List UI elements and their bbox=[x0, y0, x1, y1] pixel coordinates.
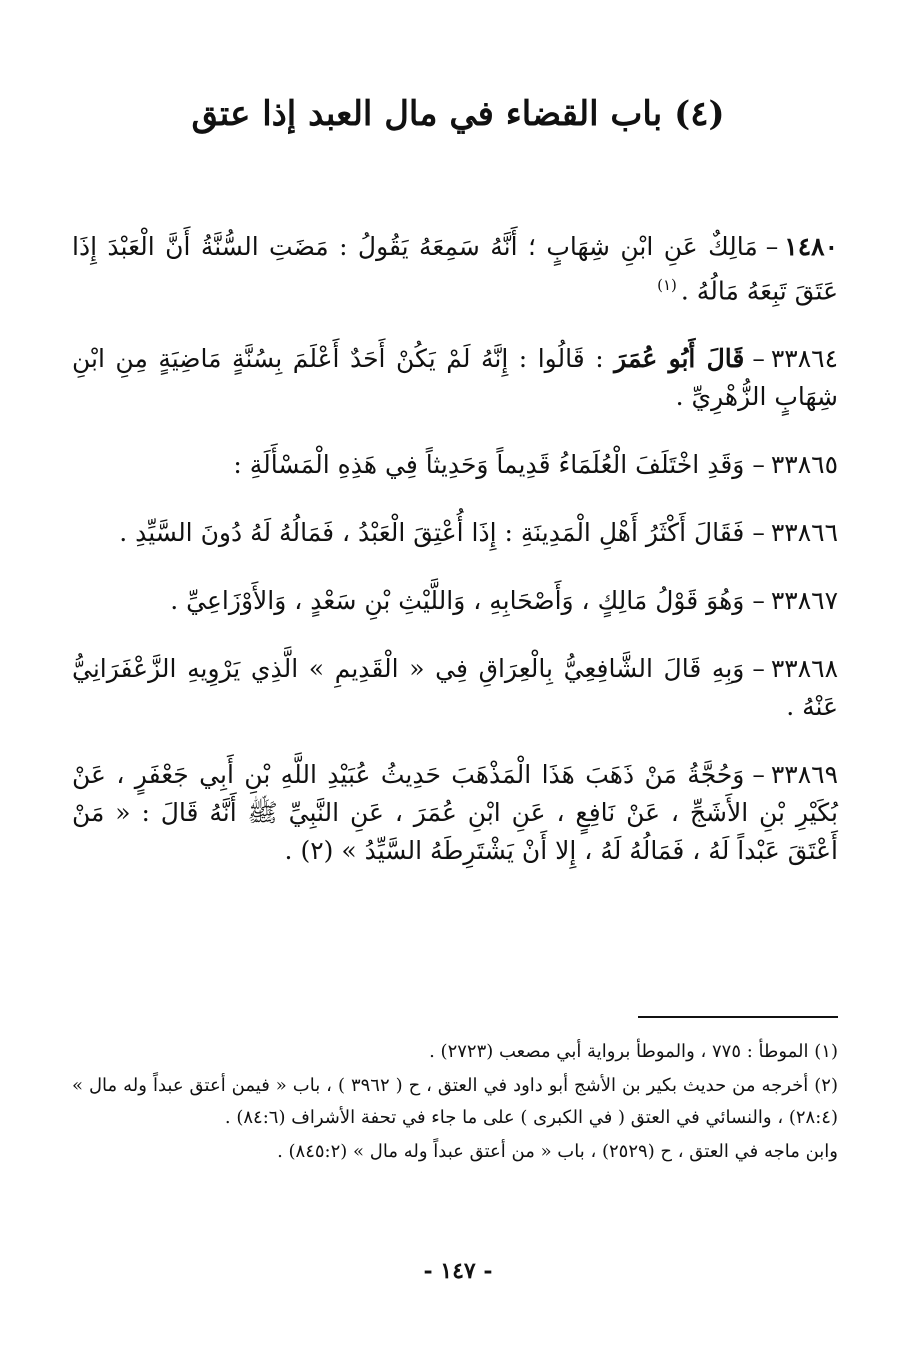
paragraph-text: فَقَالَ أَكْثَرُ أَهْلِ الْمَدِينَةِ : إِذَا أُعْتِقَ الْعَبْدُ ، فَمَالُهُ لَهُ دُونَ السَّيِّدِ . bbox=[119, 518, 745, 548]
dash: – bbox=[752, 450, 765, 480]
paragraph-number: ٣٣٨٦٦ bbox=[770, 518, 838, 548]
paragraph-33865 bbox=[72, 446, 838, 484]
dash: – bbox=[752, 344, 765, 374]
dash: – bbox=[752, 518, 765, 548]
dash: – bbox=[765, 232, 779, 261]
footnote-1: (١) الموطأ : ٧٧٥ ، والموطأ برواية أبي مصعب (٢٧٢٣) . bbox=[429, 1041, 838, 1062]
hadith-number: ١٤٨٠ bbox=[784, 232, 838, 261]
paragraph-33869 bbox=[72, 756, 838, 870]
dash: – bbox=[752, 760, 765, 790]
main-text bbox=[72, 228, 838, 900]
paragraph-number: ٣٣٨٦٤ bbox=[770, 344, 838, 374]
paragraph-number: ٣٣٨٦٥ bbox=[770, 450, 838, 480]
footnote-divider bbox=[638, 1016, 838, 1018]
paragraph-number: ٣٣٨٦٨ bbox=[770, 654, 838, 684]
footnote-2: (٢) أخرجه من حديث بكير بن الأشج أبو داود في العتق ، ح ( ٣٩٦٢ ) ، باب « فيمن أعتق عبداً وله مال » (٢٨:٤) ، والنسائي في العتق ( في الكبرى ) على ما جاء في تحفة الأشراف (٨٤:٦) . bbox=[72, 1075, 838, 1128]
page-number: - ١٤٧ - bbox=[423, 1258, 493, 1284]
footnote-2-continued: وابن ماجه في العتق ، ح (٢٥٢٩) ، باب « من أعتق عبداً وله مال » (٨٤٥:٢) . bbox=[277, 1141, 838, 1162]
paragraph-text: وَبِهِ قَالَ الشَّافِعِيُّ بِالْعِرَاقِ فِي « الْقَدِيمِ » الَّذِي يَرْوِيهِ الزَّعْفَرَانِيُّ عَنْهُ . bbox=[72, 654, 838, 722]
footnote-reference: (١) bbox=[657, 276, 677, 294]
hadith-text: مَالِكٌ عَنِ ابْنِ شِهَابٍ ؛ أَنَّهُ سَمِعَهُ يَقُولُ : مَضَتِ السُّنَّةُ أَنَّ الْعَبْدَ إِذَا عَتَقَ تَبِعَهُ مَالُهُ . bbox=[72, 232, 838, 306]
paragraph-text: وَهُوَ قَوْلُ مَالِكٍ ، وَأَصْحَابِهِ ، وَاللَّيْثِ بْنِ سَعْدٍ ، وَالأَوْزَاعِيِّ . bbox=[170, 586, 745, 616]
paragraph-33867 bbox=[72, 582, 838, 620]
hadith-paragraph bbox=[72, 228, 838, 310]
dash: – bbox=[752, 654, 765, 684]
paragraph-33866 bbox=[72, 514, 838, 552]
paragraph-33868 bbox=[72, 650, 838, 726]
paragraph-number: ٣٣٨٦٩ bbox=[770, 760, 838, 790]
paragraph-number: ٣٣٨٦٧ bbox=[770, 586, 838, 616]
paragraph-text: وَحُجَّةُ مَنْ ذَهَبَ هَذَا الْمَذْهَبَ حَدِيثُ عُبَيْدِ اللَّهِ بْنِ أَبِي جَعْفَرٍ ، عَنْ بُكَيْرِ بْنِ الأَشَجِّ ، عَنْ نَافِعٍ ، عَنِ ابْنِ عُمَرَ ، عَنِ النَّبِيِّ ﷺ أَنَّهُ قَالَ : « مَنْ أَعْتَقَ عَبْداً لَهُ ، فَمَالُهُ لَهُ ، إِلا أَنْ يَشْتَرِطَهُ السَّيِّدُ » (٢) . bbox=[72, 760, 838, 866]
paragraph-33864 bbox=[72, 340, 838, 416]
footnotes bbox=[72, 1036, 838, 1170]
paragraph-text: وَقَدِ اخْتَلَفَ الْعُلَمَاءُ قَدِيماً وَحَدِيثاً فِي هَذِهِ الْمَسْأَلَةِ : bbox=[233, 450, 745, 480]
dash: – bbox=[752, 586, 765, 616]
paragraph-text: : قَالُوا : إِنَّهُ لَمْ يَكُنْ أَحَدٌ أَعْلَمَ بِسُنَّةٍ مَاضِيَةٍ مِنِ ابْنِ شِهَابٍ الزُّهْرِيِّ . bbox=[72, 344, 838, 412]
speaker-name: قَالَ أَبُو عُمَرَ bbox=[614, 344, 745, 374]
chapter-title: (٤) باب القضاء في مال العبد إذا عتق bbox=[191, 94, 725, 134]
